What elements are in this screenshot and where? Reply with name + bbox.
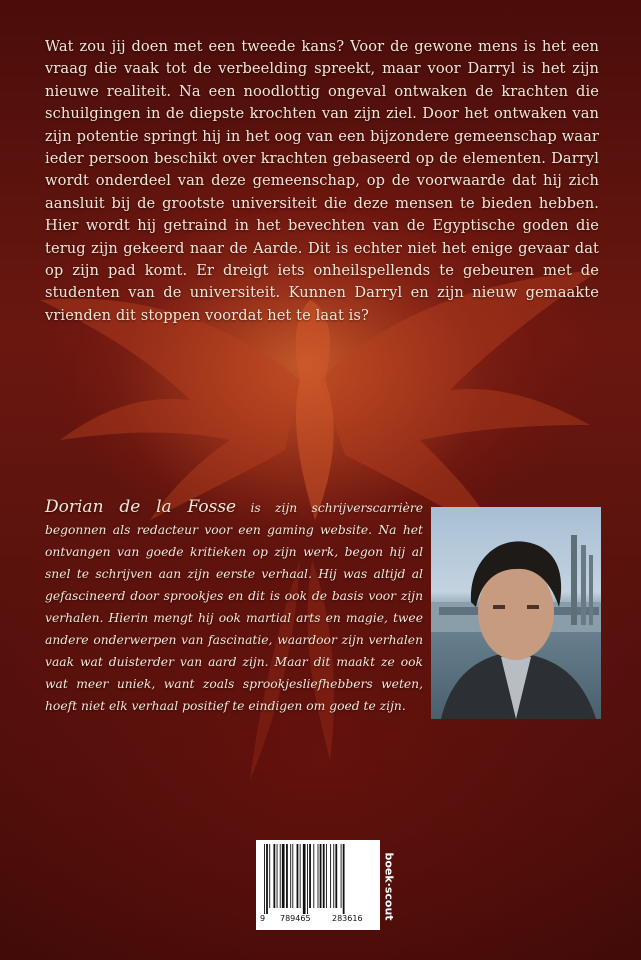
barcode-bars xyxy=(262,844,374,914)
barcode xyxy=(256,840,380,930)
author-photo xyxy=(431,507,601,719)
publisher-name: boek·scout xyxy=(382,851,396,921)
isbn-group-2: 283616 xyxy=(332,914,363,923)
book-blurb: Wat zou jij doen met een tweede kans? Voor de gewone mens is het een vraag die vaak tot de verbeelding spreekt, maar voor Darryl is het zijn nieuwe realiteit. Na een noodlottig ongeval ontwaken de krachten die schuilgingen in de diepste krochten van zijn ziel. Door het ontwaken van zijn potentie springt hij in het oog van een bijzondere gemeenschap waar ieder persoon beschikt over krachten gebaseerd op de elementen. Darryl wordt onderdeel van deze gemeenschap, op de voorwaarde dat hij zich aansluit bij de grootste universiteit die deze mensen te bieden hebben. Hier wordt hij getraind in het bevechten van de Egyptische goden die terug zijn gekeerd naar de Aarde. Dit is echter niet het enige gevaar dat op zijn pad komt. Er dreigt iets onheilspellends te gebeuren met de studenten van de universiteit. Kunnen Darryl en zijn nieuw gemaakte vrienden dit stoppen voordat het te laat is? xyxy=(45,38,599,324)
publisher-logo xyxy=(378,840,400,932)
author-name: Dorian de la Fosse xyxy=(45,497,237,517)
author-bio-text: is zijn schrijverscarrière begonnen als redacteur voor een gaming website. Na het ontvangen van goede kritieken op zijn werk, begon hij al snel te schrijven aan zijn eerste verhaal. Hij was altijd al gefascineerd door sprookjes en dit is ook de basis voor zijn verhalen. Hierin mengt hij ook martial arts en magie, twee andere onderwerpen van fascinatie, waardoor zijn verhalen vaak wat duisterder van aard zijn. Maar dit maakt ze ook wat meer uniek, want zoals sprookjesliefhebbers weten, hoeft niet elk verhaal positief te eindigen om goed te zijn. xyxy=(45,501,423,713)
isbn-group-1: 789465 xyxy=(280,914,311,923)
author-bio xyxy=(45,496,423,717)
isbn-number xyxy=(260,914,378,926)
isbn-prefix: 9 xyxy=(260,914,266,923)
